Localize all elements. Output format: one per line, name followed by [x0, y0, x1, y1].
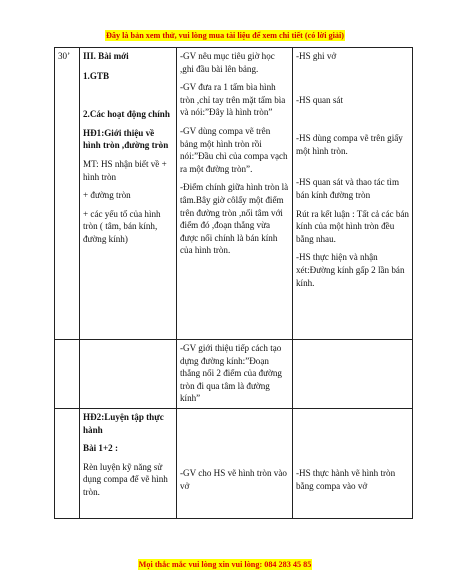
hd1-title: HĐ1:Giới thiệu về hình tròn ,đường tròn	[83, 127, 169, 151]
teacher-cell	[177, 409, 293, 519]
student-step-3: -HS quan sát và thao tác tìm bán kính đường tròn	[296, 177, 400, 200]
section-title: III. Bài mới	[83, 51, 129, 61]
activities-title: 2.Các hoạt động chính	[83, 109, 170, 120]
header-banner	[0, 31, 450, 40]
content-cell	[80, 48, 177, 340]
teacher-cell	[177, 48, 293, 340]
teacher-step-3: -Điểm chính giữa hình tròn là tâm.Bây giờ côlấy một điểm trên đường tròn ,nối tâm với điểm đó ,đoạn thẳng vừa được nối chính là bán kính của hình tròn.	[180, 182, 289, 256]
student-gtb-text: -HS ghi vở	[296, 51, 337, 61]
header-banner-text: Đây là bản xem thử, vui lòng mua tài liệu để xem chi tiết (có lời giải)	[105, 31, 344, 40]
table-row	[55, 409, 413, 519]
student-cell	[293, 340, 413, 409]
time-cell	[55, 48, 80, 340]
gtb-title: 1.GTB	[83, 70, 110, 81]
objective-text: MT: HS nhận biết về + hình tròn	[83, 158, 167, 182]
teacher-practice-text: -GV cho HS vẽ hình tròn vào vở	[180, 468, 287, 491]
student-cell	[293, 48, 413, 340]
teacher-gtb-text: -GV nêu mục tiêu giờ học ,ghi đầu bài lên bảng.	[180, 51, 275, 74]
exercise-description: Rèn luyện kỹ năng sử dụng compa để vẽ hình tròn.	[83, 461, 168, 497]
content-cell	[80, 340, 177, 409]
student-step-4: Rút ra kết luận : Tất cả các bán kính của một hình tròn đều bằng nhau.	[296, 208, 409, 244]
teacher-step-1: -GV đưa ra 1 tấm bìa hình tròn ,chỉ tay trên mặt tấm bìa và nói:”Đây là hình tròn”	[180, 82, 286, 118]
time-cell	[55, 340, 80, 409]
time-text: 30’	[58, 51, 71, 61]
footer-banner-text: Mọi thắc mắc vui lòng xin vui lòng: 084 283 45 85	[138, 560, 312, 569]
time-cell	[55, 409, 80, 519]
teacher-diameter-text: -GV giới thiệu tiếp cách tạo dựng đường kính:”Đoạn thẳng nối 2 điểm của đường tròn đi qua tâm là đường kính”	[180, 343, 282, 404]
footer-banner	[0, 560, 450, 569]
teacher-cell	[177, 340, 293, 409]
objective-item-elements: + các yếu tố của hình tròn ( tâm, bán kính, đường kính)	[83, 208, 161, 244]
hd2-title: HĐ2:Luyện tập thực hành	[83, 412, 164, 435]
content-cell	[80, 409, 177, 519]
table-row	[55, 340, 413, 409]
student-step-2: -HS dùng compa vẽ trên giấy một hình tròn.	[296, 133, 403, 156]
exercise-title: Bài 1+2 :	[83, 443, 118, 454]
teacher-step-2: -GV dùng compa vẽ trên bảng một hình tròn rồi nói:”Đầu chì của compa vạch ra một đường tròn”.	[180, 125, 288, 174]
student-cell	[293, 409, 413, 519]
student-step-5: -HS thực hiện và nhận xét:Đường kính gấp 2 lần bán kính.	[296, 252, 405, 288]
student-practice-text: -HS thực hành vẽ hình tròn bằng compa vào vở	[296, 468, 396, 491]
student-step-1: -HS quan sát	[296, 94, 343, 105]
table-row	[55, 48, 413, 340]
lesson-plan-table	[54, 47, 413, 519]
objective-item-circle-line: + đường tròn	[83, 190, 131, 201]
